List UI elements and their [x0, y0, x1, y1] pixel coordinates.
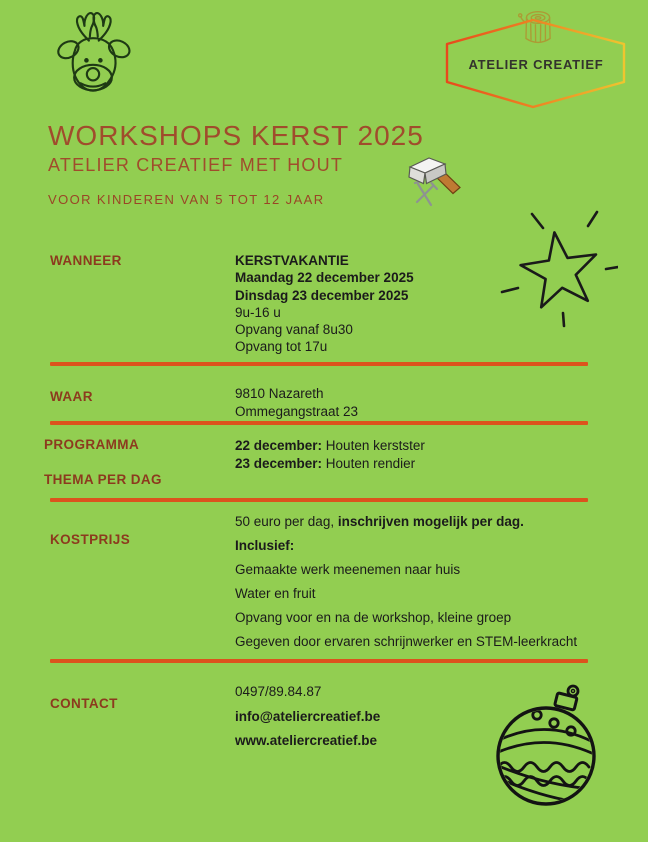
section-divider [50, 362, 588, 366]
section-divider [50, 421, 588, 425]
section-label-thema-per-dag: THEMA PER DAG [44, 472, 162, 487]
audience-line: VOOR KINDEREN VAN 5 TOT 12 JAAR [48, 192, 325, 207]
programma-item [235, 455, 425, 473]
logo-wordmark: ATELIER CREATIEF [468, 57, 604, 72]
section-label-kostprijs: KOSTPRIJS [50, 532, 131, 547]
kostprijs-content [235, 514, 577, 658]
wanneer-content [235, 252, 414, 356]
wanneer-line: Opvang tot 17u [235, 339, 328, 355]
kostprijs-item: Gemaakte werk meenemen naar huis [235, 562, 461, 577]
wanneer-line: Dinsdag 23 december 2025 [235, 287, 409, 303]
programma-item-day: 22 december: [235, 438, 323, 453]
contact-email-link[interactable]: info@ateliercreatief.be [235, 708, 381, 724]
wanneer-line: KERSTVAKANTIE [235, 253, 349, 268]
kostprijs-item: Gegeven door ervaren schrijnwerker en STEM-leerkracht [235, 634, 578, 649]
programma-item-activity: Houten rendier [322, 455, 416, 471]
page-subtitle: ATELIER CREATIEF MET HOUT [48, 155, 344, 175]
section-divider [50, 498, 588, 502]
section-label-wanneer: WANNEER [50, 253, 122, 268]
kostprijs-price-regular: 50 euro per dag, [235, 514, 338, 529]
reindeer-icon [52, 2, 134, 108]
wanneer-line: Maandag 22 december 2025 [235, 270, 414, 286]
page-title: WORKSHOPS KERST 2025 [48, 120, 424, 151]
section-divider [50, 659, 588, 663]
programma-item-day: 23 december: [235, 455, 323, 471]
waar-line: Ommegangstraat 23 [235, 403, 359, 419]
contact-phone: 0497/89.84.87 [235, 684, 322, 699]
kostprijs-price-bold: inschrijven mogelijk per dag. [337, 514, 524, 529]
kostprijs-item: Water en fruit [235, 586, 316, 601]
christmas-bauble-icon [494, 680, 602, 812]
wanneer-line: 9u-16 u [235, 304, 281, 320]
programma-item [235, 437, 425, 455]
programma-item-activity: Houten kerstster [322, 438, 425, 453]
waar-line: 9810 Nazareth [235, 386, 324, 401]
waar-content [235, 385, 358, 420]
section-label-waar: WAAR [50, 389, 93, 404]
kostprijs-item: Opvang voor en na de workshop, kleine groep [235, 610, 512, 625]
hammer-nails-icon [407, 155, 465, 213]
section-label-programma: PROGRAMMA [44, 437, 140, 452]
contact-website-link[interactable]: www.ateliercreatief.be [235, 733, 378, 748]
section-label-contact: CONTACT [50, 696, 118, 711]
star-icon [500, 208, 618, 328]
kostprijs-price [235, 514, 577, 538]
wanneer-line: Opvang vanaf 8u30 [235, 322, 353, 338]
kostprijs-inclusief: Inclusief: [235, 538, 295, 553]
programma-content [235, 437, 425, 472]
contact-content [235, 684, 380, 758]
